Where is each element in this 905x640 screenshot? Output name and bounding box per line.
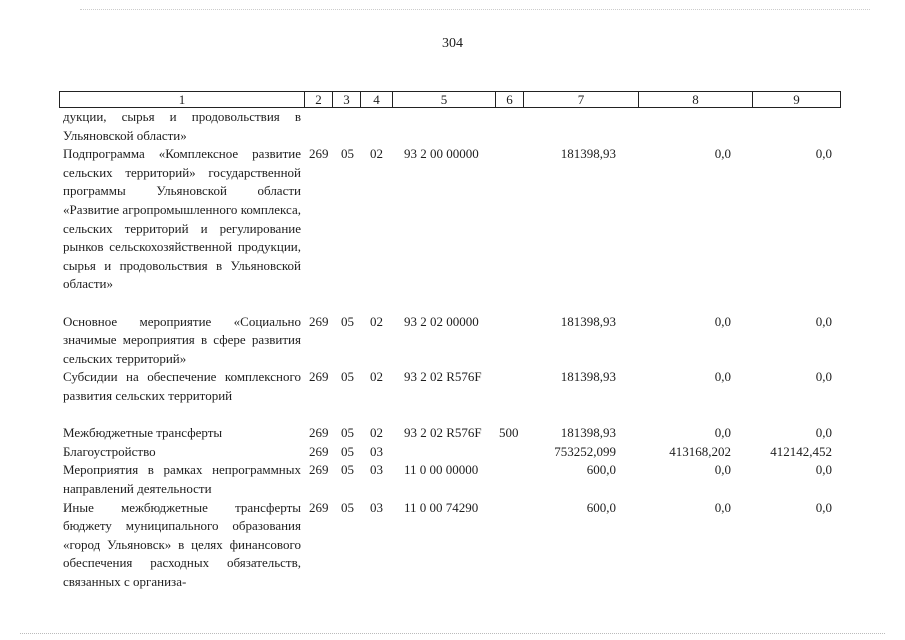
header-col-8: 8 xyxy=(638,92,752,107)
cell-c9: 0,0 xyxy=(815,369,832,385)
cell-c3: 05 xyxy=(341,462,354,478)
cell-c5: 11 0 00 74290 xyxy=(404,499,479,515)
scan-artifact-top xyxy=(80,9,870,11)
cell-c7: 181398,93 xyxy=(560,369,616,385)
cell-c8: 0,0 xyxy=(714,146,731,162)
cell-c9: 0,0 xyxy=(815,425,832,441)
cell-c8: 0,0 xyxy=(714,499,731,515)
cell-c4: 02 xyxy=(370,369,383,385)
cell-c7: 753252,099 xyxy=(554,443,616,459)
cell-c4: 03 xyxy=(370,499,383,515)
cell-c2: 269 xyxy=(309,462,329,478)
cell-c7: 600,0 xyxy=(586,462,616,478)
cell-c3: 05 xyxy=(341,443,354,459)
cell-c8: 0,0 xyxy=(714,425,731,441)
header-col-5: 5 xyxy=(392,92,495,107)
cell-c4: 03 xyxy=(370,443,383,459)
cell-c8: 0,0 xyxy=(714,369,731,385)
table-row xyxy=(0,499,905,592)
cell-c5: 93 2 02 R576F xyxy=(404,369,482,385)
header-col-3: 3 xyxy=(332,92,360,107)
row-description: Субсидии на обеспечение комплексного развития сельских территорий xyxy=(63,369,301,403)
cell-c5: 11 0 00 00000 xyxy=(404,462,479,478)
cell-c2: 269 xyxy=(309,146,329,162)
cell-c3: 05 xyxy=(341,425,354,441)
cell-c9: 0,0 xyxy=(815,499,832,515)
cell-c6: 500 xyxy=(499,425,519,441)
row-description: Благоустройство xyxy=(63,443,156,459)
scan-artifact-bottom xyxy=(20,633,885,636)
cell-c9: 412142,452 xyxy=(770,443,832,459)
cell-c9: 0,0 xyxy=(815,462,832,478)
row-description: Подпрограмма «Комплексное развитие сельских территорий» государственной программы Ульяновской области «Развитие агропромышленного комплекса, сельских территорий и регулирование рынков сельскохозяйственной продукции, сырья и продовольствия в Ульяновской области» xyxy=(63,146,301,292)
cell-c7: 181398,93 xyxy=(560,313,616,329)
header-col-7: 7 xyxy=(523,92,638,107)
cell-c5: 93 2 00 00000 xyxy=(404,146,479,162)
header-col-4: 4 xyxy=(360,92,392,107)
cell-c5: 93 2 02 R576F xyxy=(404,425,482,441)
cell-c9: 0,0 xyxy=(815,313,832,329)
table-row xyxy=(0,145,905,312)
header-col-2: 2 xyxy=(304,92,332,107)
cell-c7: 181398,93 xyxy=(560,425,616,441)
row-description: дукции, сырья и продовольствия в Ульяновской области» xyxy=(63,109,301,143)
cell-c2: 269 xyxy=(309,369,329,385)
header-col-6: 6 xyxy=(495,92,523,107)
header-col-1: 1 xyxy=(178,92,186,107)
table-header xyxy=(59,91,841,108)
cell-c3: 05 xyxy=(341,499,354,515)
cell-c3: 05 xyxy=(341,146,354,162)
cell-c4: 02 xyxy=(370,425,383,441)
cell-c4: 02 xyxy=(370,146,383,162)
table-row xyxy=(0,424,905,443)
header-col-9: 9 xyxy=(752,92,840,107)
row-description: Иные межбюджетные трансферты бюджету муниципального образования «город Ульяновск» в целях финансового обеспечения расходных обязательств, связанных с организа- xyxy=(63,499,301,589)
row-description: Мероприятия в рамках непрограммных направлений деятельности xyxy=(63,462,301,496)
table-row xyxy=(0,313,905,369)
cell-c7: 181398,93 xyxy=(560,146,616,162)
row-description: Основное мероприятие «Социально значимые мероприятия в сфере развития сельских территорий» xyxy=(63,313,301,366)
cell-c2: 269 xyxy=(309,443,329,459)
cell-c2: 269 xyxy=(309,499,329,515)
cell-c5: 93 2 02 00000 xyxy=(404,313,479,329)
cell-c4: 03 xyxy=(370,462,383,478)
cell-c4: 02 xyxy=(370,313,383,329)
table-row xyxy=(0,368,905,424)
cell-c9: 0,0 xyxy=(815,146,832,162)
cell-c8: 413168,202 xyxy=(669,443,731,459)
row-description: Межбюджетные трансферты xyxy=(63,425,223,441)
cell-c3: 05 xyxy=(341,369,354,385)
cell-c3: 05 xyxy=(341,313,354,329)
cell-c8: 0,0 xyxy=(714,313,731,329)
table-row xyxy=(0,443,905,462)
cell-c8: 0,0 xyxy=(714,462,731,478)
page-number: 304 xyxy=(442,36,463,51)
cell-c2: 269 xyxy=(309,425,329,441)
cell-c2: 269 xyxy=(309,313,329,329)
table-row xyxy=(0,461,905,498)
cell-c7: 600,0 xyxy=(586,499,616,515)
table-row xyxy=(0,108,905,145)
